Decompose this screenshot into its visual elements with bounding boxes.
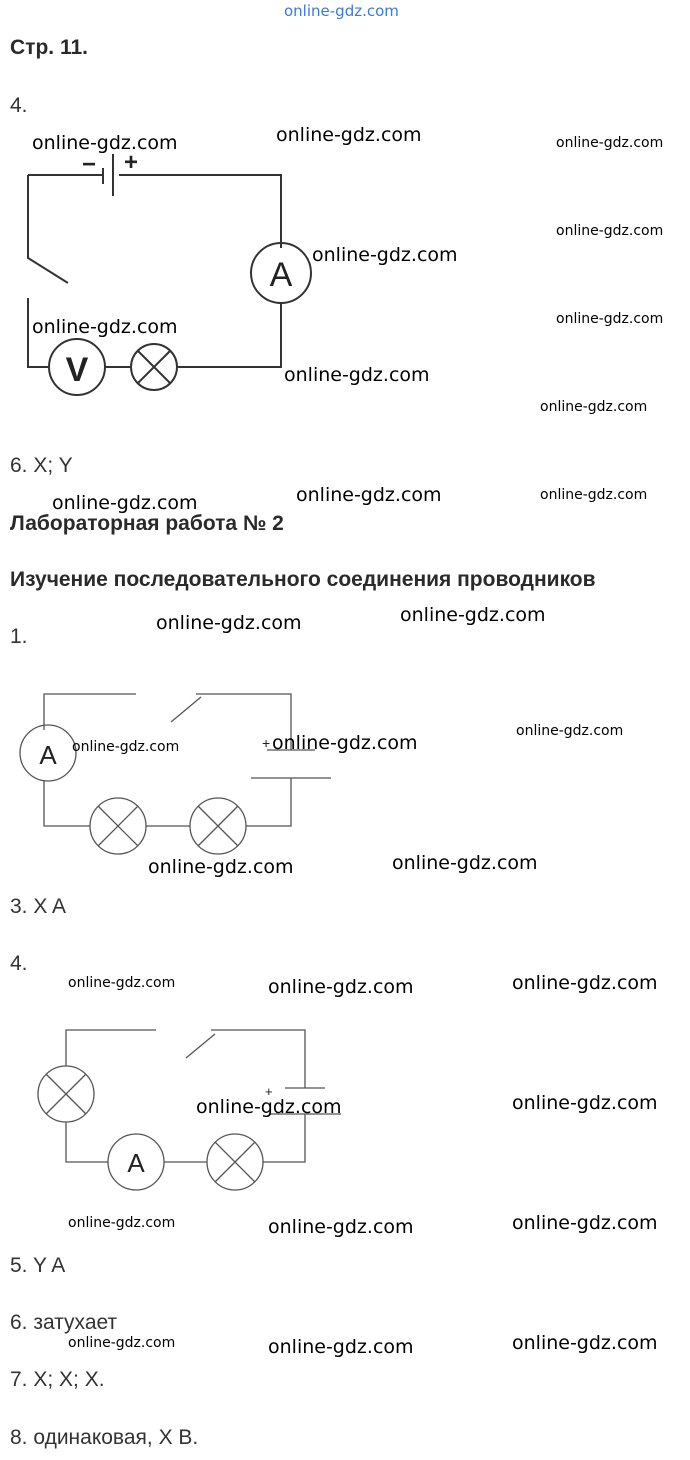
answer-7: 7. X; X; X.	[10, 1368, 105, 1391]
ammeter-label-3: A	[127, 1148, 145, 1178]
watermark-text: online-gdz.com	[540, 487, 648, 503]
lab-title: Лабораторная работа № 2	[10, 512, 284, 535]
watermark-text: online-gdz.com	[68, 1215, 176, 1231]
watermark-text: online-gdz.com	[296, 484, 442, 506]
watermark-text: online-gdz.com	[512, 1332, 658, 1354]
watermark-text: online-gdz.com	[148, 856, 294, 878]
battery-plus-sign: +	[124, 149, 139, 176]
watermark-text: online-gdz.com	[52, 492, 198, 514]
battery-minus-sign: −	[82, 151, 97, 178]
watermark-text: online-gdz.com	[516, 723, 624, 739]
watermark-text: online-gdz.com	[196, 1096, 342, 1118]
battery-plus-sign-3: +	[265, 1084, 273, 1099]
answer-6-top: 6. X; Y	[10, 454, 73, 477]
ammeter-label: A	[269, 256, 293, 294]
watermark-text: online-gdz.com	[284, 364, 430, 386]
watermark-text: online-gdz.com	[392, 852, 538, 874]
watermark-text: online-gdz.com	[156, 612, 302, 634]
top-watermark: online-gdz.com	[284, 2, 399, 20]
watermark-text: online-gdz.com	[68, 1335, 176, 1351]
watermark-text: online-gdz.com	[556, 311, 664, 327]
answer-3: 3. X A	[10, 895, 67, 918]
answer-1: 1.	[10, 625, 28, 648]
answer-4: 4.	[10, 952, 28, 975]
watermark-text: online-gdz.com	[312, 244, 458, 266]
watermark-text: online-gdz.com	[276, 124, 422, 146]
watermark-text: online-gdz.com	[512, 972, 658, 994]
answer-6: 6. затухает	[10, 1311, 118, 1334]
watermark-text: online-gdz.com	[268, 976, 414, 998]
ammeter-label-2: A	[39, 740, 57, 770]
watermark-text: online-gdz.com	[512, 1092, 658, 1114]
watermark-text: online-gdz.com	[68, 975, 176, 991]
watermark-text: online-gdz.com	[556, 135, 664, 151]
watermark-text: online-gdz.com	[512, 1212, 658, 1234]
watermark-text: online-gdz.com	[540, 399, 648, 415]
watermark-text: online-gdz.com	[556, 223, 664, 239]
watermark-text: online-gdz.com	[32, 316, 178, 338]
battery-plus-sign-2: +	[262, 735, 271, 751]
watermark-text: online-gdz.com	[268, 1216, 414, 1238]
watermark-text: online-gdz.com	[400, 604, 546, 626]
watermark-text: online-gdz.com	[72, 739, 180, 755]
watermark-text: online-gdz.com	[272, 732, 418, 754]
answer-4-top: 4.	[10, 94, 28, 117]
lab-subtitle: Изучение последовательного соединения проводников	[10, 568, 596, 591]
answer-8: 8. одинаковая, X B.	[10, 1426, 199, 1449]
watermark-text: online-gdz.com	[268, 1336, 414, 1358]
watermark-text: online-gdz.com	[32, 132, 178, 154]
answer-5: 5. Y A	[10, 1254, 66, 1277]
page-heading: Стр. 11.	[10, 36, 88, 59]
voltmeter-label: V	[65, 351, 89, 389]
